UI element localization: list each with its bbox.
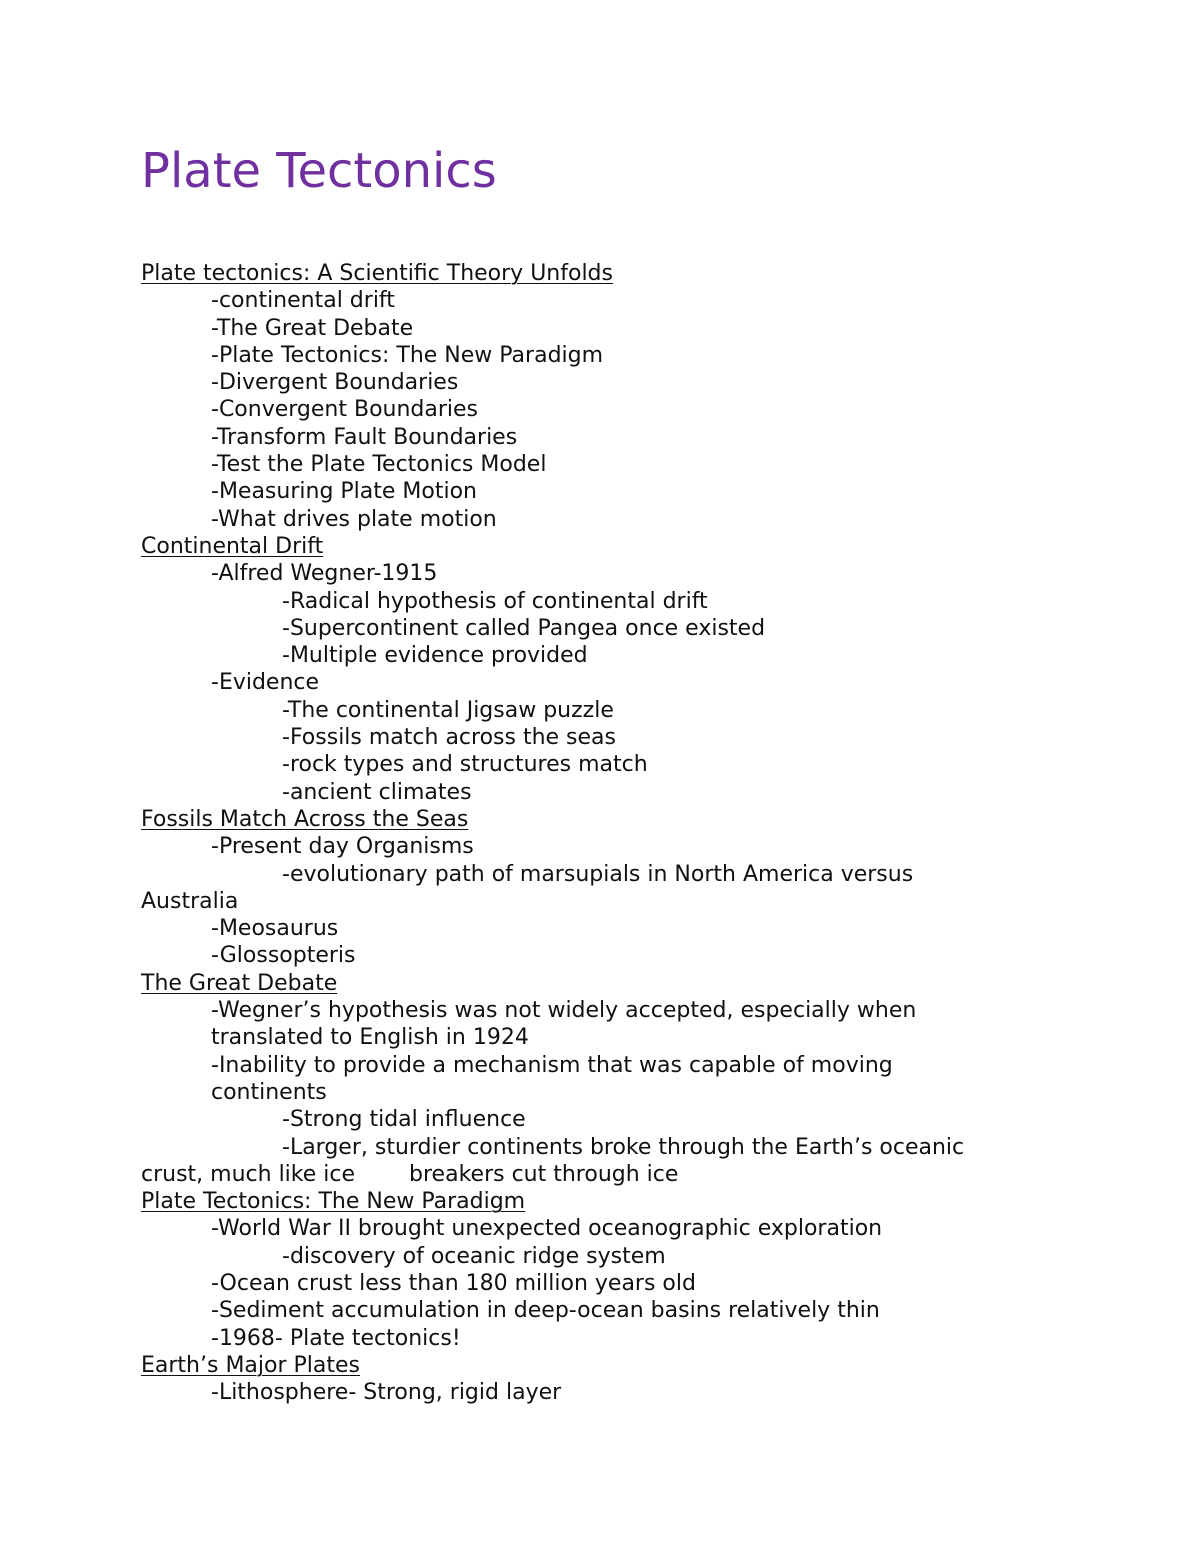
section-heading: Plate tectonics: A Scientific Theory Unfolds xyxy=(141,261,613,286)
list-item: -Inability to provide a mechanism that was capable of moving xyxy=(211,1052,893,1078)
sub-list-item: -rock types and structures match xyxy=(282,752,648,778)
wrapped-text: continents xyxy=(211,1079,327,1105)
list-item: -World War II brought unexpected oceanographic exploration xyxy=(211,1216,883,1242)
list-item: -Present day Organisms xyxy=(211,834,474,860)
sub-list-item: -Multiple evidence provided xyxy=(282,643,588,669)
document-title: Plate Tectonics xyxy=(141,143,497,199)
wrapped-text: translated to English in 1924 xyxy=(211,1025,529,1051)
list-item: -Measuring Plate Motion xyxy=(211,479,477,505)
list-item: -Transform Fault Boundaries xyxy=(211,424,518,450)
sub-list-item: -Radical hypothesis of continental drift xyxy=(282,588,708,614)
list-item: -Sediment accumulation in deep-ocean basins relatively thin xyxy=(211,1298,880,1324)
wrapped-text xyxy=(141,1161,1041,1188)
section-heading: Plate Tectonics: The New Paradigm xyxy=(141,1189,526,1215)
wrapped-text: Australia xyxy=(141,888,239,914)
list-item: -What drives plate motion xyxy=(211,506,497,532)
list-item: -Test the Plate Tectonics Model xyxy=(211,452,547,478)
list-item: -Ocean crust less than 180 million years old xyxy=(211,1270,696,1296)
sub-list-item: -Strong tidal influence xyxy=(282,1107,526,1133)
list-item: -Evidence xyxy=(211,670,320,696)
section-heading: Continental Drift xyxy=(141,533,324,559)
sub-list-item: -Supercontinent called Pangea once existed xyxy=(282,615,766,641)
sub-list-item: -evolutionary path of marsupials in North America versus xyxy=(282,861,914,887)
wrapped-text-part: crust, much like ice xyxy=(141,1161,356,1187)
list-item: -1968- Plate tectonics! xyxy=(211,1325,461,1351)
section-heading: The Great Debate xyxy=(141,970,338,996)
list-item: -continental drift xyxy=(211,288,395,314)
list-item: -Divergent Boundaries xyxy=(211,370,459,396)
sub-list-item: -ancient climates xyxy=(282,779,472,805)
sub-list-item: -The continental Jigsaw puzzle xyxy=(282,697,614,723)
list-item: -Plate Tectonics: The New Paradigm xyxy=(211,342,604,368)
section-heading: Fossils Match Across the Seas xyxy=(141,806,469,832)
list-item: -Meosaurus xyxy=(211,916,339,942)
section-heading: Earth’s Major Plates xyxy=(141,1352,361,1378)
sub-list-item: -Larger, sturdier continents broke through the Earth’s oceanic xyxy=(282,1134,965,1160)
list-item: -Convergent Boundaries xyxy=(211,397,479,423)
document-body xyxy=(141,260,1041,1406)
wrapped-text-part: breakers cut through ice xyxy=(409,1161,679,1187)
list-item: -The Great Debate xyxy=(211,315,414,341)
list-item: -Alfred Wegner-1915 xyxy=(211,561,438,587)
sub-list-item: -Fossils match across the seas xyxy=(282,725,616,751)
list-item: -Wegner’s hypothesis was not widely accepted, especially when xyxy=(211,998,917,1024)
list-item: -Glossopteris xyxy=(211,943,356,969)
list-item: -Lithosphere- Strong, rigid layer xyxy=(211,1380,562,1406)
sub-list-item: -discovery of oceanic ridge system xyxy=(282,1243,666,1269)
